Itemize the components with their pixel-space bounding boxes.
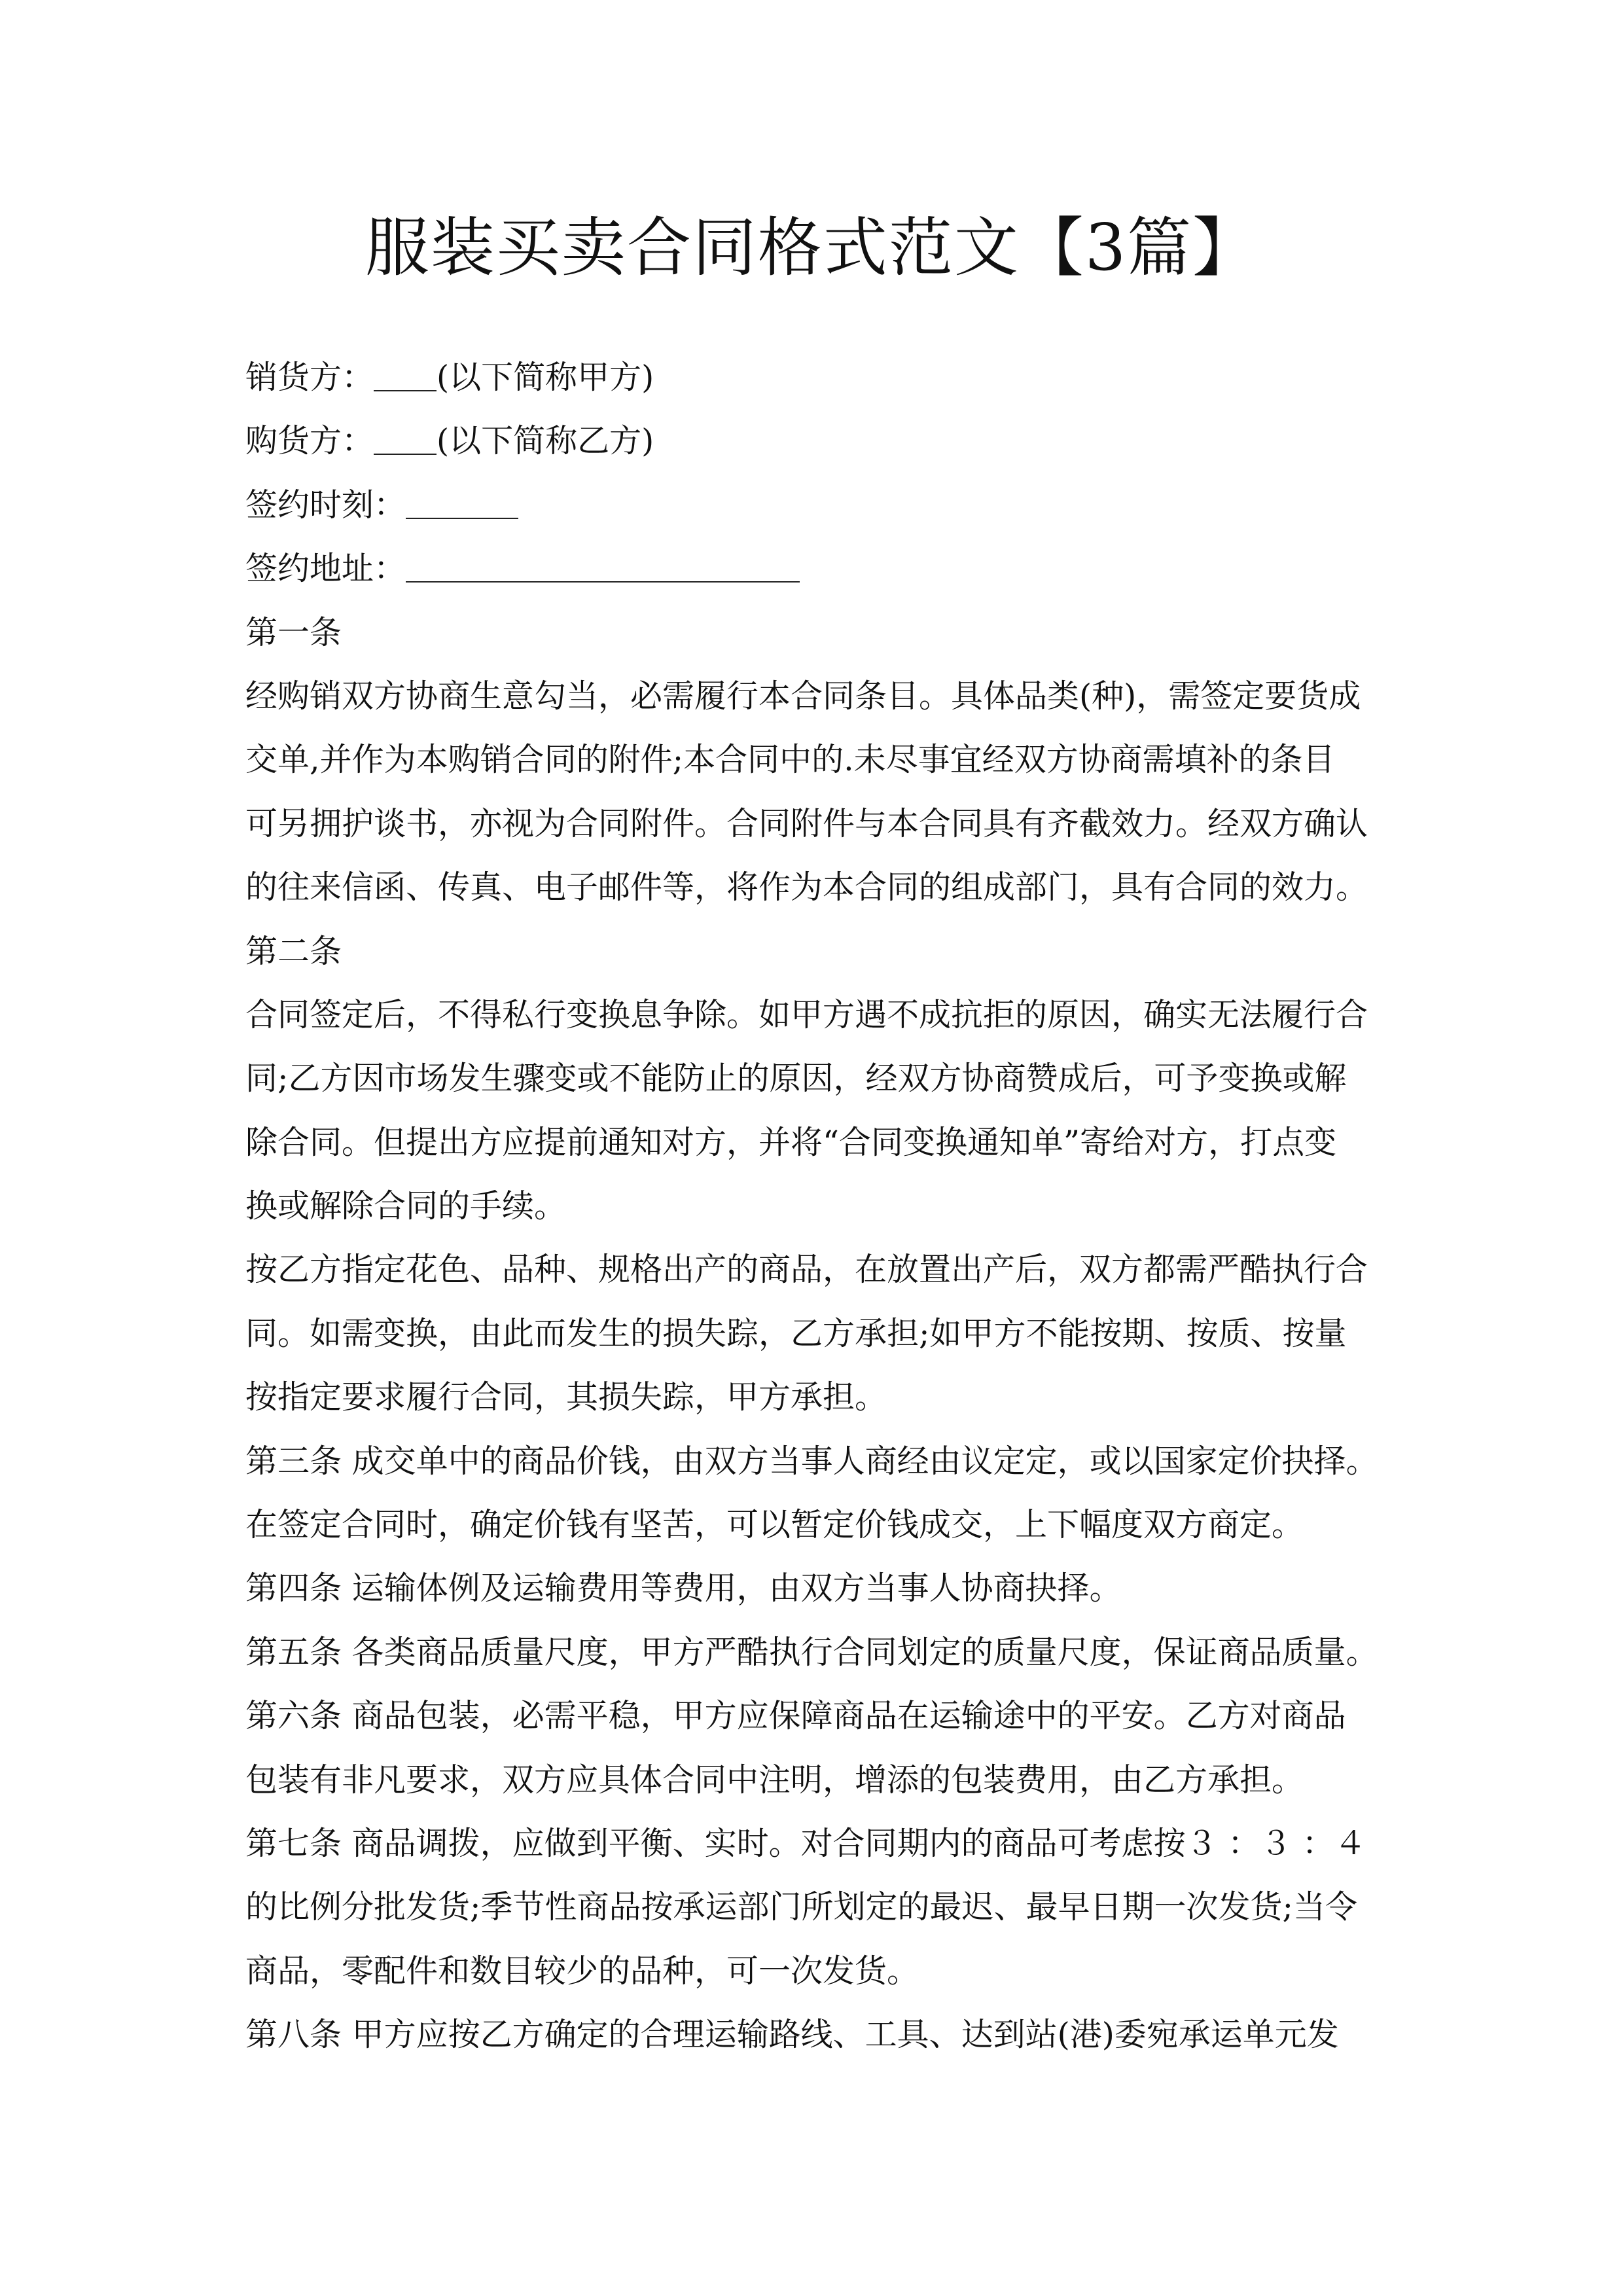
document-title: 服装买卖合同格式范文【3篇】 bbox=[365, 211, 1258, 285]
seller-field bbox=[245, 346, 1397, 409]
article-heading: 第一条 bbox=[245, 613, 342, 651]
blank-underline bbox=[374, 358, 437, 391]
text-line: 可另拥护谈书，亦视为合同附件。合同附件与本合同具有齐截效力。经双方确认 bbox=[245, 804, 1368, 842]
text-line: 第三条 成交单中的商品价钱，由双方当事人商经由议定定，或以国家定价抉择。 bbox=[245, 1442, 1378, 1480]
article-heading: 第二条 bbox=[245, 932, 342, 970]
text-line: 第四条 运输体例及运输费用等费用，由双方当事人协商抉择。 bbox=[245, 1570, 1122, 1607]
text-line: 合同签定后，不得私行变换息争除。如甲方遇不成抗拒的原因，确实无法履行合 bbox=[245, 996, 1368, 1033]
field-label: 购货方： bbox=[245, 422, 374, 460]
text-line: 包装有非凡要求，双方应具体合同中注明，增添的包装费用，由乙方承担。 bbox=[245, 1761, 1304, 1799]
blank-underline bbox=[406, 486, 518, 519]
text-line: 按乙方指定花色、品种、规格出产的商品，在放置出产后，双方都需严酷执行合 bbox=[245, 1251, 1368, 1289]
text-line: 按指定要求履行合同，其损失踪，甲方承担。 bbox=[245, 1378, 887, 1416]
text-line: 同。如需变换，由此而发生的损失踪，乙方承担;如甲方不能按期、按质、按量 bbox=[245, 1314, 1347, 1352]
text-line: 商品，零配件和数目较少的品种，可一次发货。 bbox=[245, 1952, 919, 1990]
signing-time-field bbox=[245, 473, 1397, 537]
text-line: 第七条 商品调拨，应做到平衡、实时。对合同期内的商品可考虑按３ ：３ ：４ bbox=[245, 1824, 1366, 1862]
text-line: 在签定合同时，确定价钱有坚苦，可以暂定价钱成交，上下幅度双方商定。 bbox=[245, 1506, 1304, 1544]
contract-body bbox=[245, 346, 1397, 2067]
field-label: 销货方： bbox=[245, 359, 374, 396]
text-line: 换或解除合同的手续。 bbox=[245, 1187, 567, 1225]
text-line: 第五条 各类商品质量尺度，甲方严酷执行合同划定的质量尺度，保证商品质量。 bbox=[245, 1633, 1378, 1671]
field-label: 签约地址： bbox=[245, 550, 406, 588]
blank-underline bbox=[374, 422, 437, 455]
text-line: 经购销双方协商生意勾当，必需履行本合同条目。具体品类(种)，需签定要货成 bbox=[245, 677, 1361, 715]
text-line: 的往来信函、传真、电子邮件等，将作为本合同的组成部门，具有合同的效力。 bbox=[245, 869, 1368, 906]
field-suffix: (以下简称乙方) bbox=[437, 422, 654, 460]
field-suffix: (以下简称甲方) bbox=[437, 359, 654, 396]
text-line: 第八条 甲方应按乙方确定的合理运输路线、工具、达到站(港)委宛承运单元发 bbox=[245, 2016, 1339, 2054]
text-line: 的比例分批发货;季节性商品按承运部门所划定的最迟、最早日期一次发货;当令 bbox=[245, 1888, 1358, 1926]
text-line: 第六条 商品包装，必需平稳，甲方应保障商品在运输途中的平安。乙方对商品 bbox=[245, 1697, 1346, 1735]
text-line: 交单,并作为本购销合同的附件;本合同中的.未尽事宜经双方协商需填补的条目 bbox=[245, 741, 1335, 779]
text-line: 同;乙方因市场发生骤变或不能防止的原因，经双方协商赞成后，可予变换或解 bbox=[245, 1060, 1347, 1098]
blank-underline bbox=[406, 549, 800, 583]
field-label: 签约时刻： bbox=[245, 486, 406, 524]
signing-place-field bbox=[245, 537, 1397, 600]
text-line: 除合同。但提出方应提前通知对方，并将“合同变换通知单”寄给对方，打点变 bbox=[245, 1123, 1337, 1161]
buyer-field bbox=[245, 409, 1397, 473]
